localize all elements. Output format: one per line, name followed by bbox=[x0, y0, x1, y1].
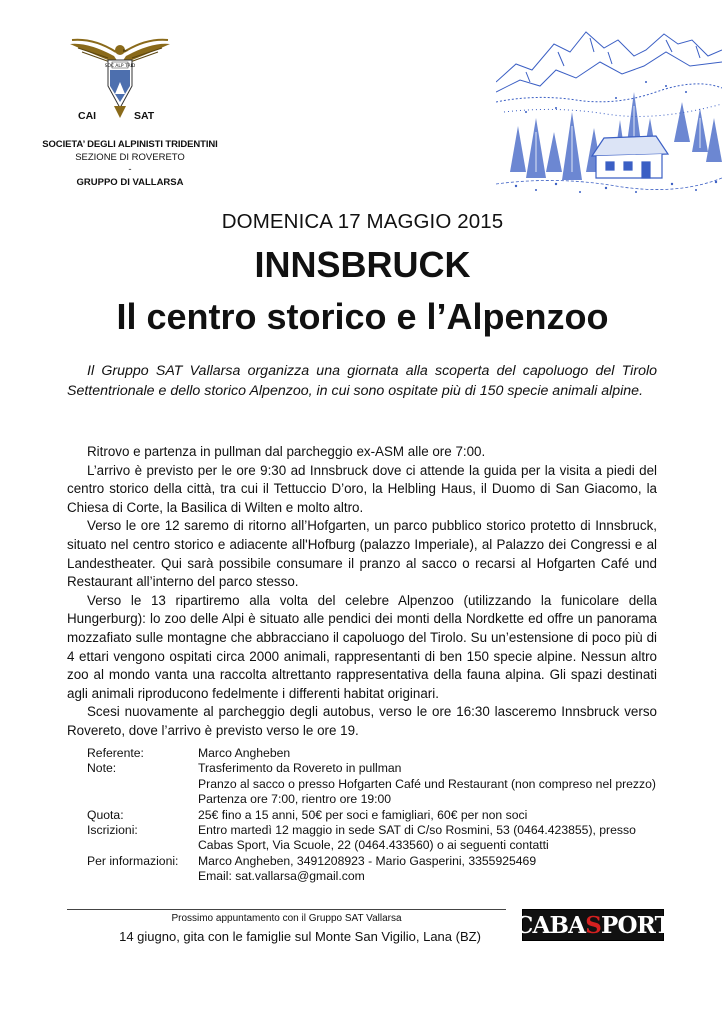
cai-label: CAI bbox=[78, 110, 97, 122]
info-value: 25€ fino a 15 anni, 50€ per soci e famigliari, 60€ per non soci bbox=[198, 807, 528, 822]
intro-paragraph bbox=[67, 362, 657, 401]
sponsor-text-part: PORT bbox=[601, 911, 672, 939]
info-value: Email: sat.vallarsa@gmail.com bbox=[198, 869, 365, 884]
info-label: Note: bbox=[87, 761, 117, 776]
info-label: Referente: bbox=[87, 746, 144, 760]
body-paragraph: L’arrivo è previsto per le ore 9:30 ad Innsbruck dove ci attende la guida per la visita a piedi del centro storico della città, tra cui il Tettuccio D’oro, la Helbling Haus, il Duomo di San Giacomo, la Chiesa di Corte, la Basilica di Wilten e molto altro. bbox=[67, 462, 657, 515]
body-paragraph: Verso le 13 ripartiremo alla volta del celebre Alpenzoo (utilizzando la funicolare della Hungerburg): lo zoo delle Alpi è situato alle pendici dei monti della Nordkette ed offre un panorama mozzafiato sulle montagne che abbracciano il capoluogo del Tirolo. Su un’estensione di poco più di 4 ettari vengono ospitati circa 2000 animali, rappresentanti di ben 150 specie alpine. Nessun altro zoo al mondo vanta una raccolta altrettanto rappresentativa della fauna alpina. Gli spazi destinati agli animali riproducono fedelmente i differenti habitat originari. bbox=[67, 592, 657, 701]
info-row-informazioni bbox=[87, 854, 658, 885]
mountain-hut-illustration-icon bbox=[496, 22, 722, 198]
sat-label: SAT bbox=[134, 110, 155, 122]
organization-section: SEZIONE DI ROVERETO bbox=[75, 152, 185, 163]
info-value: Marco Angheben bbox=[198, 746, 291, 760]
info-value: Trasferimento da Rovereto in pullman bbox=[198, 761, 402, 776]
info-value: Pranzo al sacco o presso Hofgarten Café und Restaurant (non compreso nel prezzo) bbox=[198, 776, 656, 791]
organization-separator: - bbox=[128, 164, 132, 175]
event-date: DOMENICA 17 MAGGIO 2015 bbox=[221, 210, 504, 233]
info-label: Quota: bbox=[87, 807, 124, 822]
info-row-referente bbox=[87, 746, 658, 761]
body-paragraph: Scesi nuovamente al parcheggio degli autobus, verso le ore 16:30 lasceremo Innsbruck verso Rovereto, dove l’arrivo è previsto verso le ore 19. bbox=[67, 704, 657, 738]
organization-group: GRUPPO DI VALLARSA bbox=[76, 177, 184, 188]
next-appointment-label: Prossimo appuntamento con il Gruppo SAT Vallarsa bbox=[171, 913, 402, 924]
info-label: Iscrizioni: bbox=[87, 823, 138, 838]
info-label: Per informazioni: bbox=[87, 853, 179, 868]
info-row-quota bbox=[87, 808, 658, 823]
info-value: Entro martedì 12 maggio in sede SAT di C/so Rosmini, 53 (0464.423855), presso Cabas Sport, Via Scuole, 22 (0464.433560) o ai seguenti contatti bbox=[198, 823, 636, 853]
sponsor-text-part: CABA bbox=[514, 911, 586, 939]
cabasport-logo bbox=[514, 909, 672, 941]
info-value: Marco Angheben, 3491208923 - Mario Gasperini, 3355925469 bbox=[198, 853, 537, 868]
info-row-note bbox=[87, 761, 658, 807]
body-text bbox=[67, 443, 657, 741]
body-paragraph: Verso le ore 12 saremo di ritorno all’Hofgarten, un parco pubblico storico protetto di Innsbruck, situato nel centro storico e adiacente all'Hofburg (palazzo Imperiale), al Palazzo dei Congressi e al Landestheater. Qui sarà possibile consumare il pranzo al sacco o recarsi al Hofgarten Café und Restaurant all’interno del parco stesso. bbox=[67, 518, 657, 590]
event-subtitle: Il centro storico e l’Alpenzoo bbox=[116, 296, 609, 337]
logo-text: SOC ALP TRID bbox=[104, 64, 136, 69]
event-title: INNSBRUCK bbox=[254, 244, 471, 285]
info-block bbox=[87, 746, 658, 885]
info-row-iscrizioni bbox=[87, 823, 658, 854]
sponsor-text-accent: S bbox=[585, 911, 602, 939]
body-paragraph: Ritrovo e partenza in pullman dal parcheggio ex-ASM alle ore 7:00. bbox=[87, 444, 486, 459]
info-value: Partenza ore 7:00, rientro ore 19:00 bbox=[198, 792, 392, 807]
organization-name: SOCIETA’ DEGLI ALPINISTI TRIDENTINI bbox=[42, 139, 218, 150]
next-appointment-event: 14 giugno, gita con le famiglie sul Monte San Vigilio, Lana (BZ) bbox=[119, 929, 481, 944]
footer-divider bbox=[67, 909, 506, 910]
intro-text: Il Gruppo SAT Vallarsa organizza una giornata alla scoperta del capoluogo del Tirolo Settentrionale e dello storico Alpenzoo, in cui sono ospitate più di 150 specie animali alpine. bbox=[67, 363, 657, 399]
